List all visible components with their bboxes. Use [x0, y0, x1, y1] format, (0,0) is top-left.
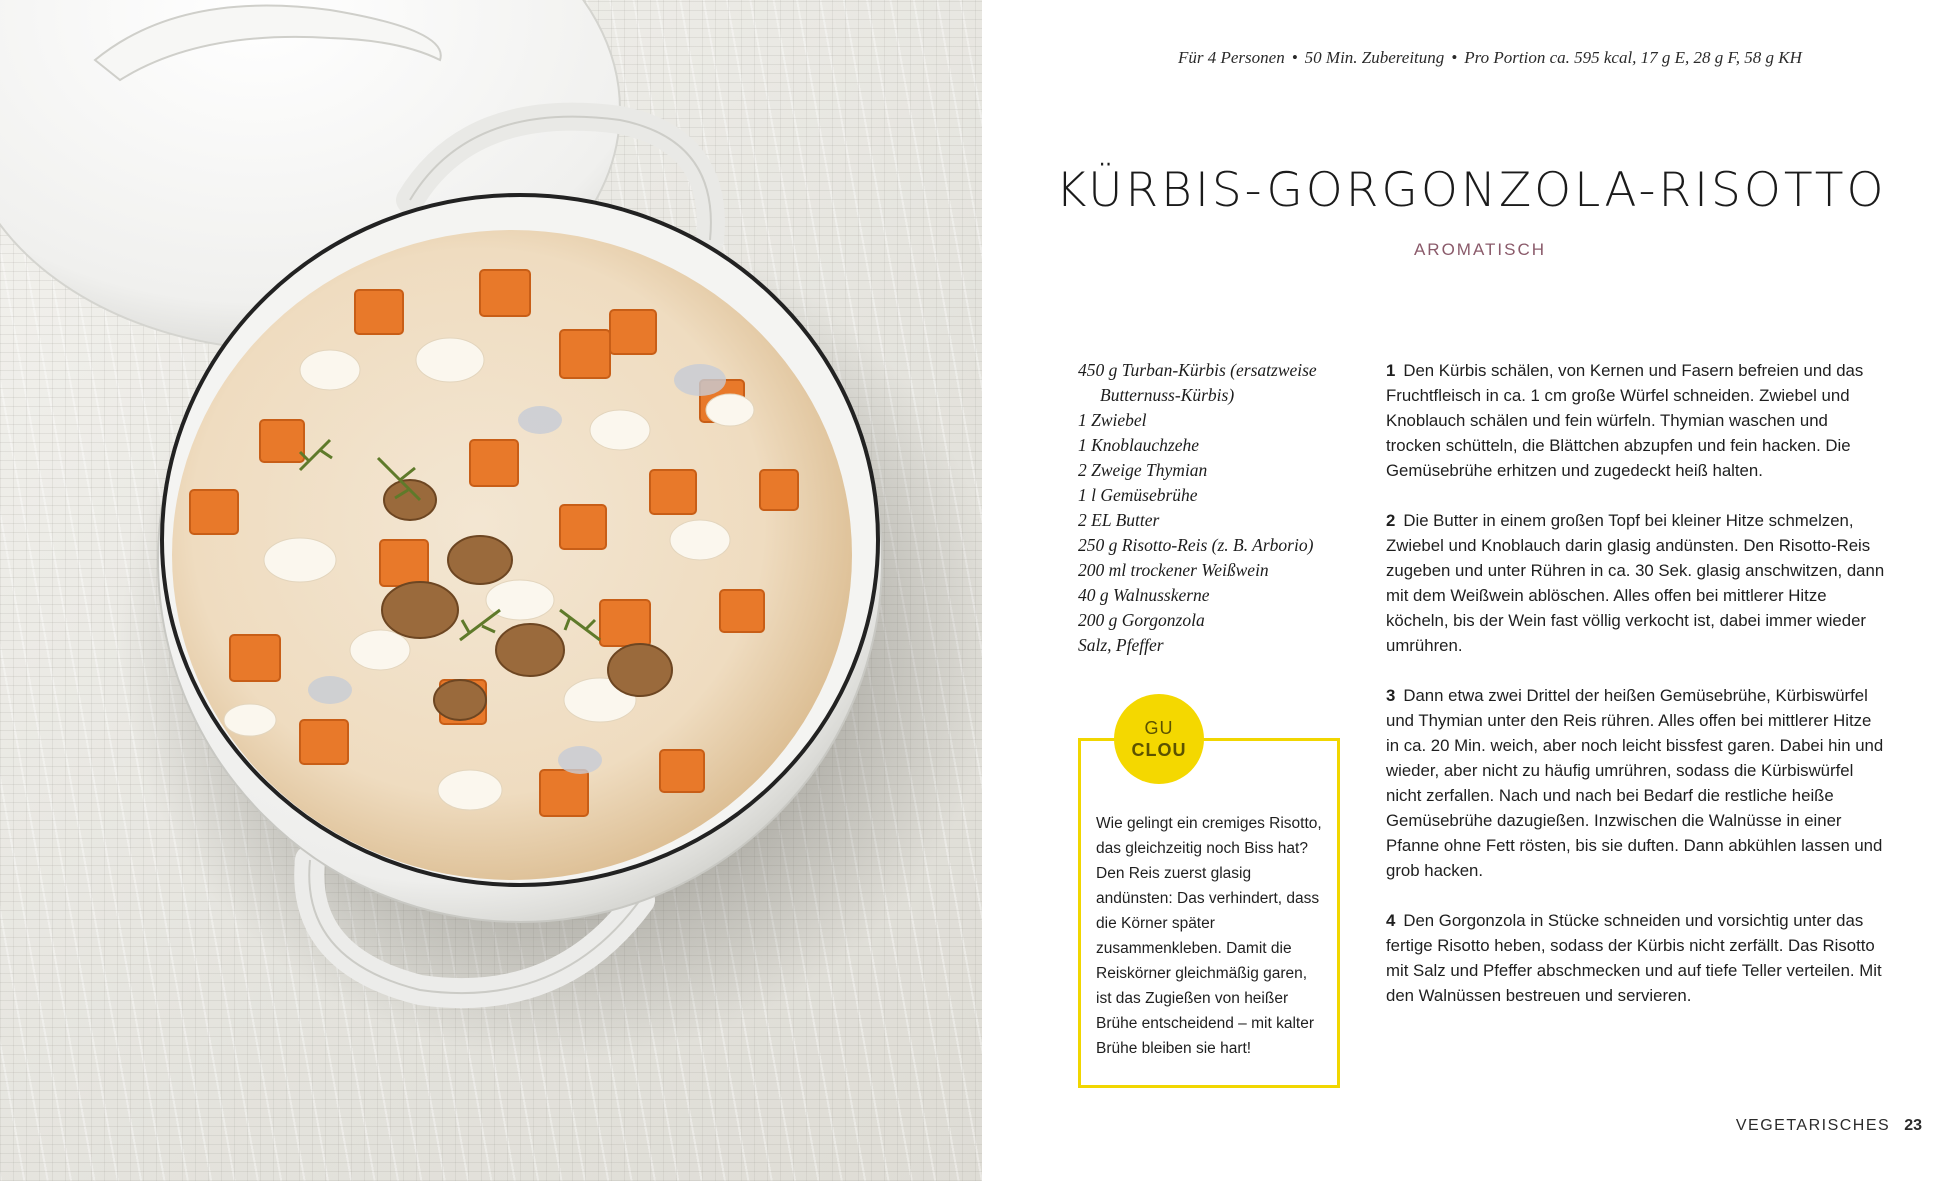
servings: Für 4 Personen — [1178, 48, 1285, 67]
ingredient-item: 40 g Walnusskerne — [1078, 585, 1210, 605]
ingredient-item: 250 g Risotto-Reis (z. B. Arborio) — [1078, 535, 1314, 555]
step-number: 2 — [1386, 511, 1396, 530]
ingredient-item: 200 ml trockener Weißwein — [1078, 560, 1269, 580]
step-number: 4 — [1386, 911, 1396, 930]
recipe-steps — [1386, 358, 1886, 1033]
recipe-step — [1386, 358, 1886, 483]
recipe-step — [1386, 683, 1886, 883]
nutrition-info: Pro Portion ca. 595 kcal, 17 g E, 28 g F, 58 g KH — [1464, 48, 1802, 67]
step-text: Die Butter in einem großen Topf bei kleiner Hitze schmelzen, Zwiebel und Knoblauch darin glasig andünsten. Den Risotto-Reis zugeben und unter Rühren in ca. 30 Sek. glasig anschwitzen, dann mit dem Weißwein ablöschen. Alles offen bei mittlerer Hitze köcheln, bis der Wein fast völlig verkocht ist, dabei immer wieder umrühren. — [1386, 511, 1885, 655]
recipe-meta-line — [1178, 48, 1802, 68]
ingredient-item: 450 g Turban-Kürbis (ersatzweise Butternuss-Kürbis) — [1078, 360, 1317, 405]
gu-clou-badge — [1114, 694, 1204, 784]
step-text: Den Kürbis schälen, von Kernen und Fasern befreien und das Fruchtfleisch in ca. 1 cm große Würfel schneiden. Zwiebel und Knoblauch schälen und fein würfeln. Thymian waschen und trocken schütteln, die Blättchen abzupfen und fein hacken. Die Gemüsebrühe erhitzen und zugedeckt heiß halten. — [1386, 361, 1864, 480]
ingredient-list — [1078, 358, 1358, 658]
meta-separator: • — [1451, 48, 1458, 67]
prep-time: 50 Min. Zubereitung — [1304, 48, 1445, 67]
ingredient-item: Salz, Pfeffer — [1078, 635, 1164, 655]
step-number: 3 — [1386, 686, 1396, 705]
gu-clou-text: Wie gelingt ein cremiges Risotto, das gleichzeitig noch Biss hat? Den Reis zuerst glasig andünsten: Das verhindert, dass die Körner später zusammenkleben. Damit die Reiskörner gleichmäßig garen, ist das Zugießen von heißer Brühe entscheidend – mit kalter Brühe bleiben sie hart! — [1096, 815, 1322, 1057]
ingredient-item: 1 Zwiebel — [1078, 410, 1147, 430]
recipe-step — [1386, 508, 1886, 658]
ingredient-item: 2 Zweige Thymian — [1078, 460, 1208, 480]
page-number: 23 — [1904, 1117, 1922, 1134]
section-name: VEGETARISCHES — [1735, 1117, 1891, 1134]
step-text: Den Gorgonzola in Stücke schneiden und vorsichtig unter das fertige Risotto heben, sodass der Kürbis nicht zerfällt. Das Risotto mit Salz und Pfeffer abschmecken und auf tiefe Teller verteilen. Mit den Walnüssen bestreuen und servieren. — [1386, 911, 1882, 1005]
page-footer — [1736, 1117, 1922, 1135]
recipe-title: KÜRBIS-GORGONZOLA-RISOTTO — [1055, 162, 1887, 218]
step-number: 1 — [1386, 361, 1396, 380]
meta-separator: • — [1291, 48, 1298, 67]
ingredient-item: 200 g Gorgonzola — [1078, 610, 1205, 630]
recipe-title-block — [1055, 160, 1887, 220]
clou-badge-line2: CLOU — [1131, 740, 1187, 760]
ingredient-item: 2 EL Butter — [1078, 510, 1160, 530]
step-text: Dann etwa zwei Drittel der heißen Gemüsebrühe, Kürbiswürfel und Thymian unter den Reis rühren. Alles offen bei mittlerer Hitze in ca. 20 Min. weich, aber noch leicht bissfest garen. Dabei hin und wieder, aber nicht zu häufig umrühren, sodass die Kürbiswürfel nicht zerfallen. Nach und nach bei Bedarf die restliche heiße Gemüsebrühe dazugießen. Inzwischen die Walnüsse in einer Pfanne ohne Fett rösten, bis sie duften. Dann abkühlen lassen und grob hacken. — [1386, 686, 1884, 880]
ingredient-item: 1 Knoblauchzehe — [1078, 435, 1200, 455]
clou-badge-line1: GU — [1144, 718, 1174, 738]
recipe-subtitle: AROMATISCH — [1413, 240, 1547, 259]
ingredient-item: 1 l Gemüsebrühe — [1078, 485, 1198, 505]
recipe-step — [1386, 908, 1886, 1008]
